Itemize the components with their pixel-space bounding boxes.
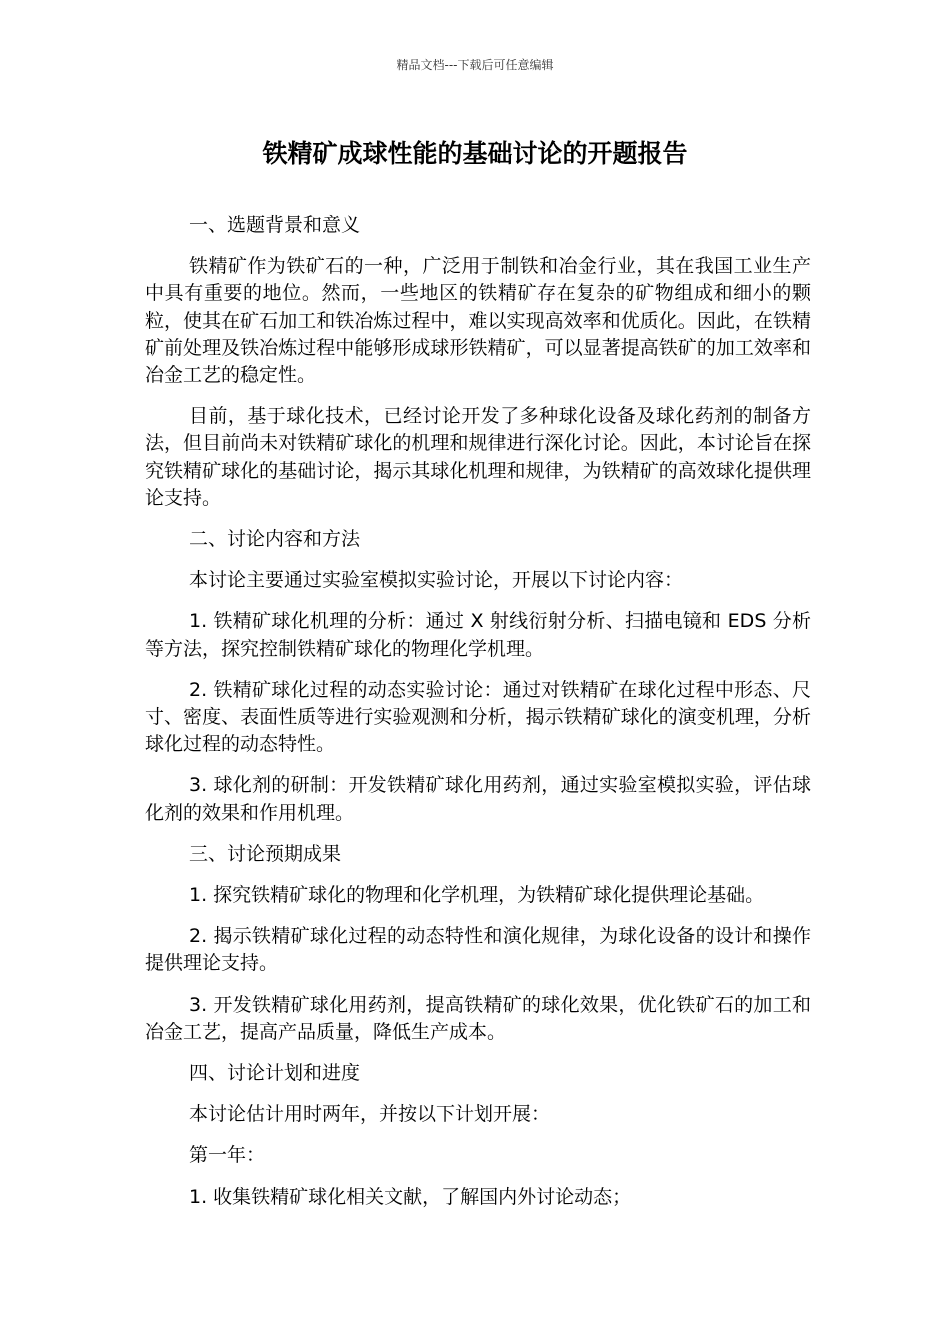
list-item-content-3: 3. 球化剂的研制：开发铁精矿球化用药剂，通过实验室模拟实验，评估球化剂的效果和作用机理。 — [145, 774, 811, 824]
section-heading-plan: 四、讨论计划和进度 — [189, 1062, 361, 1085]
header-note: 精品文档---下载后可任意编辑 — [396, 58, 554, 72]
list-item-result-1: 1. 探究铁精矿球化的物理和化学机理，为铁精矿球化提供理论基础。 — [189, 884, 765, 907]
list-item-plan-1: 1. 收集铁精矿球化相关文献，了解国内外讨论动态； — [189, 1185, 632, 1208]
list-item-content-1: 1. 铁精矿球化机理的分析：通过 X 射线衍射分析、扫描电镜和 EDS 分析等方法，探究控制铁精矿球化的物理化学机理。 — [145, 610, 811, 660]
plan-year-one-label: 第一年： — [189, 1144, 266, 1167]
section-heading-content-methods: 二、讨论内容和方法 — [189, 528, 361, 551]
list-item-content-2: 2. 铁精矿球化过程的动态实验讨论：通过对铁精矿在球化过程中形态、尺寸、密度、表面性质等进行实验观测和分析，揭示铁精矿球化的演变机理，分析球化过程的动态特性。 — [145, 678, 811, 756]
paragraph-background-2: 目前，基于球化技术，已经讨论开发了多种球化设备及球化药剂的制备方法，但目前尚未对铁精矿球化的机理和规律进行深化讨论。因此，本讨论旨在探究铁精矿球化的基础讨论，揭示其球化机理和规律，为铁精矿的高效球化提供理论支持。 — [145, 405, 811, 509]
list-item-result-2: 2. 揭示铁精矿球化过程的动态特性和演化规律，为球化设备的设计和操作提供理论支持。 — [145, 925, 811, 975]
paragraph-plan-intro: 本讨论估计用时两年，并按以下计划开展： — [189, 1103, 551, 1126]
list-item-result-3: 3. 开发铁精矿球化用药剂，提高铁精矿的球化效果，优化铁矿石的加工和冶金工艺，提高产品质量，降低生产成本。 — [145, 993, 811, 1043]
section-heading-expected-results: 三、讨论预期成果 — [189, 842, 342, 865]
section-heading-background: 一、选题背景和意义 — [189, 214, 361, 236]
document-body — [145, 212, 811, 1225]
paragraph-content-intro: 本讨论主要通过实验室模拟实验讨论，开展以下讨论内容： — [189, 569, 684, 592]
paragraph-background-1: 铁精矿作为铁矿石的一种，广泛用于制铁和冶金行业，其在我国工业生产中具有重要的地位。然而，一些地区的铁精矿存在复杂的矿物组成和细小的颗粒，使其在矿石加工和铁冶炼过程中，难以实现高效率和优质化。因此，在铁精矿前处理及铁冶炼过程中能够形成球形铁精矿，可以显著提高铁矿的加工效率和冶金工艺的稳定性。 — [145, 255, 811, 387]
document-title: 铁精矿成球性能的基础讨论的开题报告 — [262, 139, 688, 168]
